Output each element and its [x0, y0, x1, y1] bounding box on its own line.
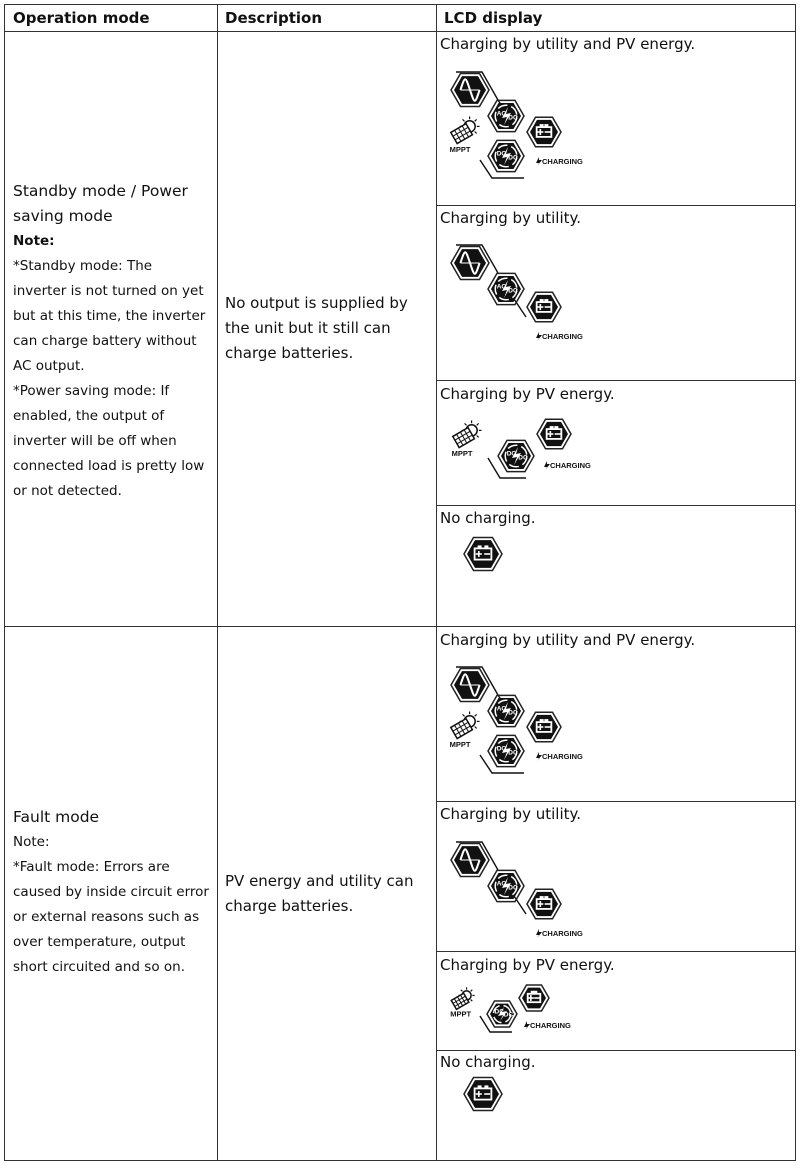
note-text: *Standby mode: The inverter is not turned on yet but at this time, the inverter can charge battery without AC output.: [13, 258, 206, 374]
hex-fill: [530, 892, 558, 916]
ac-wave-icon: [451, 74, 489, 107]
description-cell: No output is supplied by the unit but it still can charge batteries.: [225, 294, 408, 362]
battery-terminal: [544, 299, 548, 302]
conv-label-in: AC: [496, 110, 507, 118]
converter-icon: [488, 100, 524, 131]
converter-icon: [487, 1001, 517, 1027]
charging-indicator: [536, 929, 583, 938]
note-text: *Fault mode: Errors are caused by inside circuit error or external reasons such as over temperature, output short circuited and so on.: [13, 859, 209, 975]
flow-line: [514, 896, 526, 914]
lcd-label: Charging by utility.: [440, 805, 582, 823]
battery-terminal: [478, 1085, 482, 1088]
conv-label-out: DC: [508, 287, 518, 295]
conv-label-out: DC: [508, 884, 518, 892]
conv-label-in: DC: [496, 150, 507, 158]
sun-ray: [465, 423, 467, 425]
header-divider: [5, 31, 795, 32]
sun-ray: [477, 423, 479, 425]
mppt-label: MPPT: [449, 740, 471, 749]
charging-label: CHARGING: [542, 929, 583, 938]
battery-terminal: [540, 896, 544, 899]
battery-terminal: [544, 124, 548, 127]
battery-icon: [464, 538, 502, 571]
converter-icon: [488, 140, 524, 171]
battery-terminal: [484, 545, 488, 548]
lcd-label: Charging by utility and PV energy.: [440, 631, 696, 649]
hex-fill: [530, 295, 558, 319]
lcd-label: Charging by PV energy.: [440, 956, 615, 974]
sun-ray: [475, 726, 477, 728]
sun-ray: [463, 119, 465, 121]
lcd-divider: [436, 505, 795, 506]
lcd-label: Charging by PV energy.: [440, 385, 615, 403]
converter-icon: [488, 870, 524, 901]
note-label: Note:: [13, 834, 50, 850]
conv-label-in: AC: [496, 880, 507, 888]
hex-fill: [530, 715, 558, 739]
battery-icon: [527, 712, 561, 741]
battery-terminal: [540, 299, 544, 302]
charging-indicator: [544, 461, 591, 470]
converter-icon: [498, 440, 534, 471]
battery-terminal: [544, 719, 548, 722]
lcd-label: Charging by utility.: [440, 209, 582, 227]
conv-label-in: DC: [506, 450, 517, 458]
battery-icon: [527, 117, 561, 146]
converter-icon: [488, 735, 524, 766]
lcd-divider: [436, 1050, 795, 1051]
conv-label-out: DC: [518, 454, 528, 462]
solar-panel-icon: [450, 711, 480, 749]
charging-label: CHARGING: [542, 157, 583, 166]
mode-cell-standby: [5, 179, 217, 504]
battery-icon: [537, 419, 571, 448]
lcd-label: No charging.: [440, 509, 536, 527]
panel-grid: [451, 719, 473, 739]
solar-panel-icon: [450, 987, 474, 1018]
conv-label-in: DC: [494, 1008, 504, 1016]
battery-icon: [527, 292, 561, 321]
sun-ray: [463, 714, 465, 716]
note-text: *Power saving mode: If enabled, the output of inverter will be off when connected load is pretty low or not detected.: [13, 383, 205, 499]
charging-indicator: [524, 1021, 571, 1030]
lcd-divider: [436, 205, 795, 206]
battery-terminal: [478, 545, 482, 548]
charging-indicator: [536, 332, 583, 341]
header-operation-mode: Operation mode: [13, 9, 150, 27]
charging-indicator: [536, 752, 583, 761]
mppt-label: MPPT: [449, 145, 471, 154]
charging-label: CHARGING: [542, 332, 583, 341]
hex-fill: [540, 422, 568, 446]
mppt-label: MPPT: [450, 1009, 472, 1019]
hex-fill: [467, 1080, 499, 1108]
conv-label-out: DC: [508, 114, 518, 122]
charging-label: CHARGING: [550, 461, 591, 470]
description-cell: PV energy and utility can charge batteries.: [225, 872, 414, 915]
col-divider-2: [436, 5, 437, 1160]
operation-mode-table: [4, 4, 796, 1161]
lcd-icon-pv: [440, 410, 620, 490]
header-lcd-display: LCD display: [444, 9, 543, 27]
conv-label-in: AC: [496, 283, 507, 291]
conv-label-out: DC: [503, 1011, 514, 1019]
lcd-label: No charging.: [440, 1053, 536, 1071]
lcd-icon-utility: [440, 832, 610, 942]
charging-label: CHARGING: [530, 1021, 571, 1030]
converter-icon: [488, 695, 524, 726]
sun-ray: [471, 990, 473, 992]
charging-indicator: [536, 157, 583, 166]
battery-terminal: [554, 426, 558, 429]
charging-label: CHARGING: [542, 752, 583, 761]
header-description: Description: [225, 9, 323, 27]
lcd-label: Charging by utility and PV energy.: [440, 35, 696, 53]
lcd-divider: [436, 801, 795, 802]
panel-grid: [451, 993, 469, 1009]
sun-ray: [475, 119, 477, 121]
mppt-label: MPPT: [451, 449, 473, 458]
battery-icon: [527, 889, 561, 918]
sun-ray: [477, 435, 479, 437]
row-divider: [5, 626, 795, 627]
solar-panel-icon: [450, 116, 480, 154]
battery-terminal: [540, 124, 544, 127]
battery-icon: [464, 1078, 502, 1111]
lcd-divider: [436, 951, 795, 952]
flow-line: [514, 299, 526, 317]
panel-grid: [453, 428, 475, 448]
ac-wave-icon: [451, 844, 489, 877]
col-divider-1: [217, 5, 218, 1160]
sun-ray: [475, 714, 477, 716]
conv-label-in: AC: [496, 705, 507, 713]
conv-label-out: DC: [508, 709, 518, 717]
lcd-icon-pv: [440, 980, 600, 1040]
hex-fill: [530, 120, 558, 144]
sun-ray: [461, 990, 463, 992]
note-label: Note:: [13, 233, 55, 249]
lcd-icon-no-charging: [455, 530, 515, 580]
mode-cell-fault: [5, 805, 217, 980]
conv-label-out: DC: [508, 749, 518, 757]
lcd-icon-utility: [440, 235, 610, 350]
battery-terminal: [484, 1085, 488, 1088]
mode-title: Standby mode / Power saving mode: [13, 182, 188, 225]
ac-wave-icon: [451, 669, 489, 702]
sun-ray: [471, 1000, 473, 1002]
hex-fill: [522, 988, 546, 1009]
lcd-icon-utility-pv: [440, 655, 610, 785]
ac-wave-icon: [451, 247, 489, 280]
battery-terminal: [540, 719, 544, 722]
battery-terminal: [533, 991, 537, 994]
conv-label-out: DC: [508, 154, 518, 162]
lcd-icon-utility-pv: [440, 60, 610, 190]
mode-title: Fault mode: [13, 808, 100, 826]
lcd-divider: [436, 380, 795, 381]
sun-ray: [475, 131, 477, 133]
panel-grid: [451, 124, 473, 144]
lcd-icon-no-charging: [455, 1070, 515, 1120]
solar-panel-icon: [452, 420, 482, 458]
converter-icon: [488, 273, 524, 304]
battery-terminal: [544, 896, 548, 899]
battery-terminal: [550, 426, 554, 429]
battery-icon: [519, 985, 549, 1011]
hex-fill: [467, 540, 499, 568]
conv-label-in: DC: [496, 745, 507, 753]
